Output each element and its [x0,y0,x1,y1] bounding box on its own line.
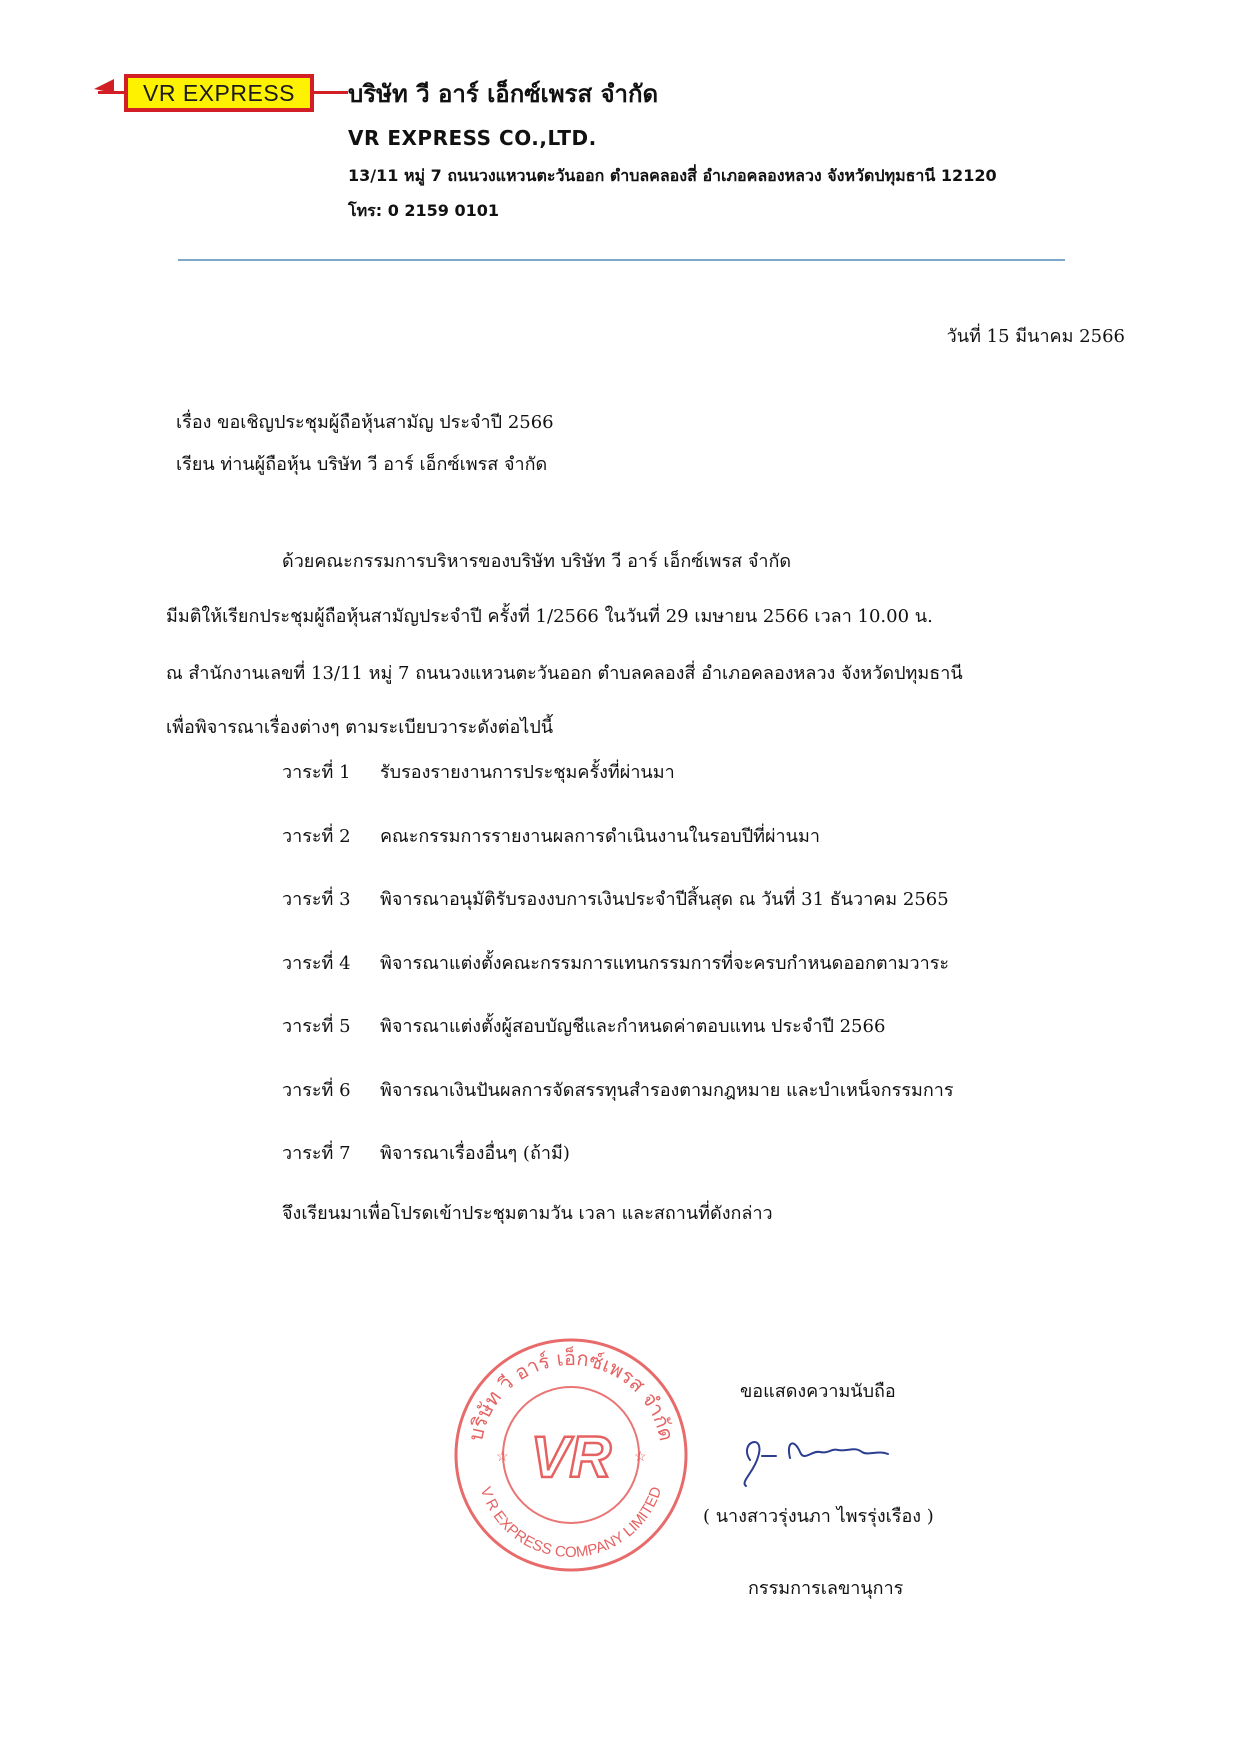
regards-text: ขอแสดงความนับถือ [740,1381,896,1402]
agenda-number: วาระที่ 2 [282,826,351,847]
paragraph-line: เพื่อพิจารณาเรื่องต่างๆ ตามระเบียบวาระดังต่อไปนี้ [166,717,554,738]
company-name-thai: บริษัท วี อาร์ เอ็กซ์เพรส จำกัด [348,80,659,108]
agenda-number: วาระที่ 4 [282,953,351,974]
agenda-text: คณะกรรมการรายงานผลการดำเนินงานในรอบปีที่ผ่านมา [380,826,820,847]
agenda-number: วาระที่ 5 [282,1016,351,1037]
paragraph-line: ณ สำนักงานเลขที่ 13/11 หมู่ 7 ถนนวงแหวนตะวันออก ตำบลคลองสี่ อำเภอคลองหลวง จังหวัดปทุมธานี [166,663,963,684]
agenda-number: วาระที่ 3 [282,889,351,910]
stamp-star-right: ☆ [634,1449,647,1465]
agenda-text: พิจารณาเรื่องอื่นๆ (ถ้ามี) [380,1143,570,1164]
company-logo [124,74,314,112]
agenda-text: พิจารณาแต่งตั้งคณะกรรมการแทนกรรมการที่จะครบกำหนดออกตามวาระ [380,953,950,974]
logo-text: VR EXPRESS [143,79,295,106]
stamp-bottom-text: V R EXPRESS COMPANY LIMITED [476,1484,666,1561]
signer-name: ( นางสาวรุ่งนภา ไพรรุ่งเรือง ) [703,1506,934,1527]
company-name-english: VR EXPRESS CO.,LTD. [348,126,597,150]
letter-recipient: เรียน ท่านผู้ถือหุ้น บริษัท วี อาร์ เอ็กซ์เพรส จำกัด [176,454,548,475]
stamp-star-left: ☆ [496,1449,509,1465]
agenda-number: วาระที่ 6 [282,1080,351,1101]
stamp-top-text: บริษัท วี อาร์ เอ็กซ์เพรส จำกัด [463,1345,679,1444]
letterhead-divider [178,259,1065,261]
letter-subject: เรื่อง ขอเชิญประชุมผู้ถือหุ้นสามัญ ประจำปี 2566 [176,412,554,433]
agenda-text: พิจารณาแต่งตั้งผู้สอบบัญชีและกำหนดค่าตอบแทน ประจำปี 2566 [380,1016,886,1037]
company-address: 13/11 หมู่ 7 ถนนวงแหวนตะวันออก ตำบลคลองสี่ อำเภอคลองหลวง จังหวัดปทุมธานี 12120 [348,166,997,185]
company-phone: โทร: 0 2159 0101 [348,201,500,220]
handwritten-signature [728,1412,908,1492]
logo-arrow-head [94,79,114,93]
letter-date: วันที่ 15 มีนาคม 2566 [946,326,1125,347]
agenda-text: รับรองรายงานการประชุมครั้งที่ผ่านมา [380,762,675,783]
agenda-number: วาระที่ 7 [282,1143,351,1164]
signer-title: กรรมการเลขานุการ [748,1578,904,1599]
stamp-center-logo: VR [530,1425,612,1490]
agenda-text: พิจารณาเงินปันผลการจัดสรรทุนสำรองตามกฎหมาย และบำเหน็จกรรมการ [380,1080,954,1101]
paragraph-line: ด้วยคณะกรรมการบริหารของบริษัท บริษัท วี อาร์ เอ็กซ์เพรส จำกัด [282,551,792,572]
paragraph-line: มีมติให้เรียกประชุมผู้ถือหุ้นสามัญประจำปี ครั้งที่ 1/2566 ในวันที่ 29 เมษายน 2566 เวลา 10.00 น. [166,606,933,627]
agenda-text: พิจารณาอนุมัติรับรองงบการเงินประจำปีสิ้นสุด ณ วันที่ 31 ธันวาคม 2565 [380,889,949,910]
agenda-number: วาระที่ 1 [282,762,351,783]
closing-sentence: จึงเรียนมาเพื่อโปรดเข้าประชุมตามวัน เวลา และสถานที่ดังกล่าว [282,1203,773,1224]
company-seal-stamp [451,1335,691,1575]
